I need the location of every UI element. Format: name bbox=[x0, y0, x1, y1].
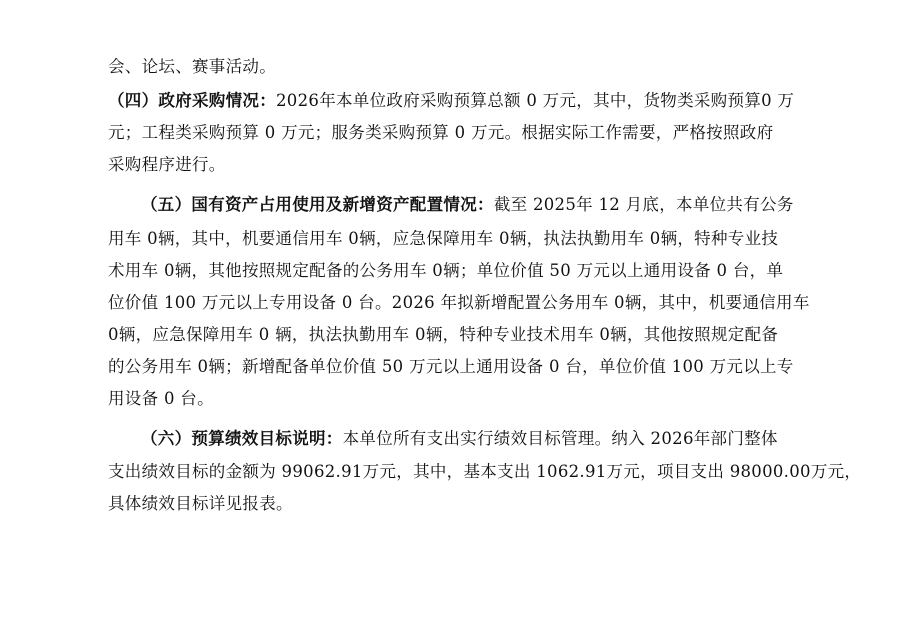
section-heading: （四）政府采购情况： bbox=[108, 91, 276, 110]
text-line bbox=[108, 153, 226, 177]
line-text: 的公务用车 0辆；新增配备单位价值 50 万元以上通用设备 0 台，单位价值 100 万元以上专 bbox=[108, 357, 794, 376]
text-line bbox=[108, 259, 783, 283]
text-line bbox=[108, 460, 861, 484]
text-line bbox=[108, 227, 778, 251]
text-line bbox=[108, 492, 293, 516]
line-text: 本单位所有支出实行绩效目标管理。纳入 2026年部门整体 bbox=[342, 429, 778, 448]
line-text: 支出绩效目标的金额为 99062.91万元，其中，基本支出 1062.91万元，项目支出 98000.00万元， bbox=[108, 462, 862, 481]
text-line bbox=[108, 121, 773, 145]
line-text: 位价值 100 万元以上专用设备 0 台。2026 年拟新增配置公务用车 0辆，其中，机要通信用车 bbox=[108, 293, 810, 312]
line-text: 2026年本单位政府采购预算总额 0 万元，其中，货物类采购预算0 万 bbox=[276, 91, 795, 110]
line-text: 采购程序进行。 bbox=[108, 155, 226, 174]
section-four-line bbox=[108, 89, 794, 113]
section-five-line bbox=[141, 193, 794, 217]
line-text: 元；工程类采购预算 0 万元；服务类采购预算 0 万元。根据实际工作需要，严格按照政府 bbox=[108, 123, 774, 142]
line-text: 术用车 0辆，其他按照规定配备的公务用车 0辆；单位价值 50 万元以上通用设备 0 台，单 bbox=[108, 261, 784, 280]
section-heading: （六）预算绩效目标说明： bbox=[141, 429, 343, 448]
line-text: 截至 2025年 12 月底，本单位共有公务 bbox=[493, 195, 794, 214]
line-text: 具体绩效目标详见报表。 bbox=[108, 494, 293, 513]
text-line bbox=[108, 355, 794, 379]
text-line bbox=[108, 323, 778, 347]
line-text: 0辆，应急保障用车 0 辆，执法执勤用车 0辆，特种专业技术用车 0辆，其他按照规定配备 bbox=[108, 325, 779, 344]
text-line bbox=[108, 291, 810, 315]
section-heading: （五）国有资产占用使用及新增资产配置情况： bbox=[141, 195, 494, 214]
text-line bbox=[108, 55, 276, 79]
line-text: 用设备 0 台。 bbox=[108, 389, 214, 408]
line-text: 会、论坛、赛事活动。 bbox=[108, 57, 276, 76]
line-text: 用车 0辆，其中，机要通信用车 0辆，应急保障用车 0辆，执法执勤用车 0辆，特种专业技 bbox=[108, 229, 779, 248]
section-six-line bbox=[141, 427, 778, 451]
text-line bbox=[108, 387, 214, 411]
